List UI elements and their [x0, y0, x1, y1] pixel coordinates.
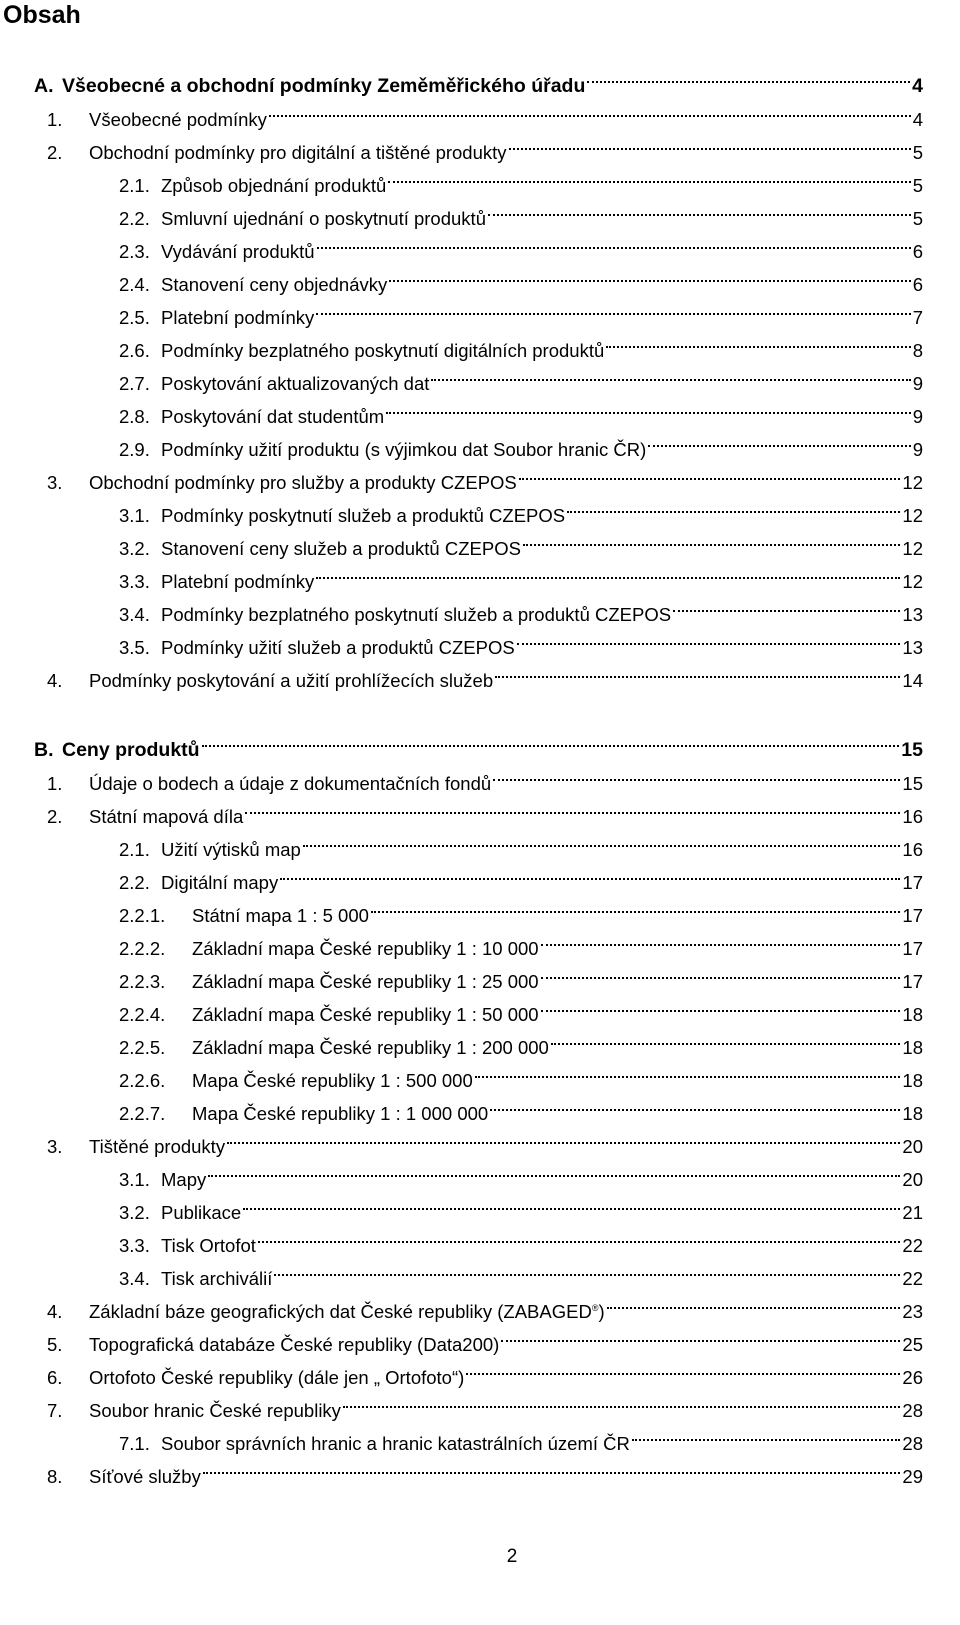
- toc-entry-page: 5: [912, 142, 923, 163]
- toc-entry[interactable]: [119, 291, 923, 328]
- toc-entry-title-text: Smluvní ujednání o poskytnutí produktů: [161, 208, 486, 229]
- toc-entry-title-text: Způsob objednání produktů: [161, 175, 387, 196]
- dot-leader: [269, 93, 911, 126]
- toc-entry-number: 3.5.: [119, 637, 150, 658]
- dot-leader: [202, 723, 900, 756]
- toc-entry-number: 1.: [47, 773, 63, 794]
- toc-entry-number: 7.: [47, 1400, 63, 1421]
- toc-entry-page: 20: [902, 1169, 923, 1190]
- toc-entry-page: 9: [912, 373, 923, 394]
- toc-entry-page: 20: [902, 1136, 923, 1157]
- toc-entry-title-text: Podmínky bezplatného poskytnutí digitálních produktů: [161, 340, 605, 361]
- toc-entry-title-text: Topografická databáze České republiky (Data200): [89, 1334, 500, 1355]
- toc-entry-page: 12: [902, 505, 923, 526]
- dot-leader: [541, 988, 901, 1021]
- dot-leader: [606, 324, 910, 357]
- toc-entry-title-text: Platební podmínky: [161, 307, 315, 328]
- dot-leader: [431, 357, 910, 390]
- toc-entry[interactable]: [47, 1120, 923, 1157]
- toc-entry[interactable]: [119, 1186, 923, 1223]
- dot-leader: [517, 621, 901, 654]
- toc-entry[interactable]: [119, 390, 923, 427]
- toc-entry[interactable]: [47, 93, 923, 130]
- dot-leader: [567, 489, 900, 522]
- toc-entry-number: 2.3.: [119, 241, 150, 262]
- dot-leader: [475, 1054, 901, 1087]
- toc-entry-title-text: Tisk Ortofot: [161, 1235, 256, 1256]
- toc-entry-title-text: Základní mapa České republiky 1 : 50 000: [192, 1004, 539, 1025]
- dot-leader: [203, 1450, 901, 1483]
- toc-entry-number: 2.2.5.: [119, 1037, 166, 1058]
- toc-entry[interactable]: [47, 790, 923, 827]
- toc-entry-page: 6: [912, 241, 923, 262]
- toc-entry[interactable]: [119, 1417, 923, 1454]
- toc-entry-title-text: Údaje o bodech a údaje z dokumentačních fondů: [89, 773, 492, 794]
- toc-entry-title-text: Platební podmínky: [161, 571, 315, 592]
- toc-entry[interactable]: [119, 258, 923, 295]
- toc-entry-page: 29: [902, 1466, 923, 1487]
- toc-entry-number: 2.2.2.: [119, 938, 166, 959]
- toc-entry-number: 7.1.: [119, 1433, 150, 1454]
- toc-entry[interactable]: [47, 1351, 923, 1388]
- toc-entry-page: 15: [901, 739, 923, 761]
- toc-entry-page: 17: [902, 872, 923, 893]
- toc-entry-number: 2.8.: [119, 406, 150, 427]
- toc-entry-title-text: Podmínky poskytnutí služeb a produktů CZEPOS: [161, 505, 566, 526]
- toc-entry-page: 28: [902, 1433, 923, 1454]
- toc-entry-number: 8.: [47, 1466, 63, 1487]
- dot-leader: [607, 1285, 901, 1318]
- toc-entry-title-suffix: ): [598, 1301, 605, 1322]
- toc-entry[interactable]: [119, 955, 923, 992]
- toc-entry-title-text: Tištěné produkty: [89, 1136, 226, 1157]
- dot-leader: [371, 889, 901, 922]
- toc-entry-page: 9: [912, 406, 923, 427]
- toc-entry-page: 18: [902, 1037, 923, 1058]
- toc-entry[interactable]: [47, 1450, 923, 1487]
- toc-entry-number: 2.4.: [119, 274, 150, 295]
- toc-entry[interactable]: [119, 192, 923, 229]
- toc-entry-page: 18: [902, 1070, 923, 1091]
- toc-entry-number: 2.2.1.: [119, 905, 166, 926]
- toc-entry-number: 2.: [47, 806, 63, 827]
- toc-entry[interactable]: [119, 357, 923, 394]
- toc-entry-title-text: Základní mapa České republiky 1 : 200 000: [192, 1037, 549, 1058]
- toc-entry-number: 2.6.: [119, 340, 150, 361]
- dot-leader: [466, 1351, 900, 1384]
- dot-leader: [388, 159, 910, 192]
- toc-entry-number: 2.9.: [119, 439, 150, 460]
- toc-entry[interactable]: [119, 423, 923, 460]
- toc-entry-title-text: Ortofoto České republiky (dále jen „ Ortofoto“): [89, 1367, 465, 1388]
- dot-leader: [243, 1186, 900, 1219]
- dot-leader: [316, 555, 900, 588]
- toc-entry-title-text: Stanovení ceny služeb a produktů CZEPOS: [161, 538, 521, 559]
- toc-entry[interactable]: [119, 621, 923, 658]
- toc-entry-page: 15: [902, 773, 923, 794]
- toc-entry-number: 2.2.7.: [119, 1103, 166, 1124]
- toc-entry[interactable]: [119, 823, 923, 860]
- toc-entry-page: 17: [902, 971, 923, 992]
- toc-entry-number: 3.3.: [119, 571, 150, 592]
- toc-entry-page: 4: [912, 109, 923, 130]
- toc-entry[interactable]: [47, 1384, 923, 1421]
- toc-part[interactable]: [34, 59, 923, 97]
- dot-leader: [280, 856, 900, 889]
- toc-entry-title: [89, 664, 493, 697]
- dot-leader: [208, 1153, 900, 1186]
- dot-leader: [673, 588, 900, 621]
- toc-entry-title-text: Mapy: [161, 1169, 207, 1190]
- dot-leader: [245, 790, 900, 823]
- toc-entry-number: 3.: [47, 472, 63, 493]
- toc-entry-page: 4: [912, 75, 923, 97]
- toc-entry-title-text: Tisk archiválií: [161, 1268, 273, 1289]
- toc-entry-number: 3.2.: [119, 538, 150, 559]
- toc-entry-page: 5: [912, 208, 923, 229]
- toc-entry-page: 18: [902, 1004, 923, 1025]
- toc-entry-page: 25: [902, 1334, 923, 1355]
- toc-entry-number: 4.: [47, 1301, 63, 1322]
- toc-entry-number: 2.2.: [119, 208, 150, 229]
- toc-entry-title-text: Základní báze geografických dat České republiky (ZABAGED: [89, 1301, 592, 1322]
- toc-entry-title-text: Základní mapa České republiky 1 : 25 000: [192, 971, 539, 992]
- toc-part[interactable]: [34, 723, 923, 761]
- toc-entry-title-text: Publikace: [161, 1202, 242, 1223]
- dot-leader: [541, 955, 901, 988]
- dot-leader: [509, 126, 911, 159]
- toc-entry-title-text: Síťové služby: [89, 1466, 201, 1487]
- toc-entry-title-text: Stanovení ceny objednávky: [161, 274, 388, 295]
- dot-leader: [274, 1252, 900, 1285]
- dot-leader: [587, 59, 910, 92]
- toc-entry-number: 2.2.: [119, 872, 150, 893]
- toc-entry-page: 7: [912, 307, 923, 328]
- dot-leader: [303, 823, 901, 856]
- toc-entry[interactable]: [47, 456, 923, 493]
- toc-entry-page: 12: [902, 472, 923, 493]
- toc-entry-number: 3.4.: [119, 1268, 150, 1289]
- toc-entry[interactable]: [119, 922, 923, 959]
- toc-entry[interactable]: [119, 988, 923, 1025]
- dot-leader: [258, 1219, 901, 1252]
- toc-entry[interactable]: [47, 1318, 923, 1355]
- toc-entry-page: 9: [912, 439, 923, 460]
- toc-entry-title-text: Soubor správních hranic a hranic katastrálních území ČR: [161, 1433, 630, 1454]
- toc-entry-page: 16: [902, 839, 923, 860]
- toc-entry-page: 23: [902, 1301, 923, 1322]
- toc-entry-number: 2.1.: [119, 175, 150, 196]
- toc-entry-number: 1.: [47, 109, 63, 130]
- toc-entry[interactable]: [119, 856, 923, 893]
- toc-entry[interactable]: [119, 489, 923, 526]
- toc-entry-page: 12: [902, 538, 923, 559]
- toc-entry[interactable]: [119, 225, 923, 262]
- toc-entry-title-text: Obchodní podmínky pro digitální a tištěné produkty: [89, 142, 507, 163]
- toc-entry-title-text: Mapa České republiky 1 : 1 000 000: [192, 1103, 489, 1124]
- toc-entry-title-text: Státní mapová díla: [89, 806, 244, 827]
- toc-entry[interactable]: [47, 126, 923, 163]
- toc-entry-title-text: Digitální mapy: [161, 872, 279, 893]
- toc-entry-page: 16: [902, 806, 923, 827]
- dot-leader: [551, 1021, 901, 1054]
- toc-entry-page: 17: [902, 905, 923, 926]
- toc-entry-title-text: Soubor hranic České republiky: [89, 1400, 341, 1421]
- toc-entry-number: 2.2.6.: [119, 1070, 166, 1091]
- toc-entry-page: 8: [912, 340, 923, 361]
- toc-entry-page: 28: [902, 1400, 923, 1421]
- toc-entry-number: 2.: [47, 142, 63, 163]
- toc-entry-title-text: Užití výtisků map: [161, 839, 301, 860]
- dot-leader: [343, 1384, 900, 1417]
- dot-leader: [317, 225, 911, 258]
- toc-entry-page: 13: [902, 604, 923, 625]
- toc-entry[interactable]: [119, 1252, 923, 1289]
- toc-entry-number: 2.5.: [119, 307, 150, 328]
- dot-leader: [389, 258, 910, 291]
- toc-entry-number: 3.2.: [119, 1202, 150, 1223]
- toc-entry-title-text: Podmínky užití služeb a produktů CZEPOS: [161, 637, 515, 658]
- toc-entry[interactable]: [119, 889, 923, 926]
- dot-leader: [227, 1120, 900, 1153]
- page-number: 2: [506, 1546, 518, 1567]
- dot-leader: [519, 456, 901, 489]
- toc-entry[interactable]: [119, 1153, 923, 1190]
- toc-entry-number: 2.2.4.: [119, 1004, 166, 1025]
- dot-leader: [501, 1318, 900, 1351]
- toc-entry-number: 2.7.: [119, 373, 150, 394]
- toc-entry-title-text: Mapa České republiky 1 : 500 000: [192, 1070, 473, 1091]
- toc-entry-page: 5: [912, 175, 923, 196]
- toc-entry[interactable]: [47, 757, 923, 794]
- toc-entry[interactable]: [119, 522, 923, 559]
- toc-entry-page: 6: [912, 274, 923, 295]
- toc-entry-number: 3.1.: [119, 1169, 150, 1190]
- toc-entry-page: 21: [902, 1202, 923, 1223]
- toc-entry-page: 22: [902, 1235, 923, 1256]
- dot-leader: [541, 922, 901, 955]
- toc-entry[interactable]: [119, 159, 923, 196]
- toc-entry-title-text: Poskytování dat studentům: [161, 406, 385, 427]
- toc-entry[interactable]: [119, 324, 923, 361]
- dot-leader: [386, 390, 911, 423]
- dot-leader: [316, 291, 910, 324]
- toc-entry-number: 3.: [47, 1136, 63, 1157]
- toc-entry-number: A.: [34, 75, 54, 97]
- registered-mark: ®: [591, 1302, 599, 1313]
- toc-entry-title-text: Poskytování aktualizovaných dat: [161, 373, 430, 394]
- toc-entry-title-text: Všeobecné a obchodní podmínky Zeměměřického úřadu: [62, 75, 586, 97]
- toc-entry-title-text: Ceny produktů: [62, 739, 200, 761]
- dot-leader: [648, 423, 910, 456]
- dot-leader: [493, 757, 900, 790]
- toc-entry-title-text: Podmínky bezplatného poskytnutí služeb a produktů CZEPOS: [161, 604, 672, 625]
- toc-entry-title-text: Základní mapa České republiky 1 : 10 000: [192, 938, 539, 959]
- toc-entry-number: 3.3.: [119, 1235, 150, 1256]
- toc-entry-number: 3.4.: [119, 604, 150, 625]
- toc-entry-title-text: Podmínky užití produktu (s výjimkou dat Soubor hranic ČR): [161, 439, 647, 460]
- dot-leader: [495, 654, 900, 687]
- toc-entry[interactable]: [119, 1054, 923, 1091]
- toc-entry-number: 6.: [47, 1367, 63, 1388]
- toc-entry-number: 2.2.3.: [119, 971, 166, 992]
- toc-entry-number: B.: [34, 739, 54, 761]
- toc-entry[interactable]: [119, 588, 923, 625]
- toc-entry-number: 5.: [47, 1334, 63, 1355]
- toc-entry-title-text: Všeobecné podmínky: [89, 109, 267, 130]
- toc-entry-number: 2.1.: [119, 839, 150, 860]
- toc-entry[interactable]: [119, 1087, 923, 1124]
- toc-entry-title: [89, 1460, 201, 1493]
- toc-entry-page: 13: [902, 637, 923, 658]
- toc-entry-title-text: Státní mapa 1 : 5 000: [192, 905, 369, 926]
- toc-entry-page: 18: [902, 1103, 923, 1124]
- toc-entry[interactable]: [119, 555, 923, 592]
- toc-entry-page: 22: [902, 1268, 923, 1289]
- dot-leader: [523, 522, 901, 555]
- toc-entry[interactable]: [47, 1285, 923, 1322]
- toc-entry-page: 17: [902, 938, 923, 959]
- toc-entry-page: 26: [902, 1367, 923, 1388]
- toc-entry-page: 12: [902, 571, 923, 592]
- toc-entry[interactable]: [119, 1219, 923, 1256]
- toc-entry-number: 3.1.: [119, 505, 150, 526]
- dot-leader: [632, 1417, 901, 1450]
- page-title: Obsah: [3, 1, 81, 29]
- toc-entry-title-text: Obchodní podmínky pro služby a produkty CZEPOS: [89, 472, 517, 493]
- dot-leader: [490, 1087, 900, 1120]
- toc-entry-number: 4.: [47, 670, 63, 691]
- toc-entry-title-text: Podmínky poskytování a užití prohlížecích služeb: [89, 670, 494, 691]
- dot-leader: [488, 192, 911, 225]
- toc-entry[interactable]: [119, 1021, 923, 1058]
- toc-entry-page: 14: [902, 670, 923, 691]
- toc-entry[interactable]: [47, 654, 923, 691]
- toc-entry-title-text: Vydávání produktů: [161, 241, 315, 262]
